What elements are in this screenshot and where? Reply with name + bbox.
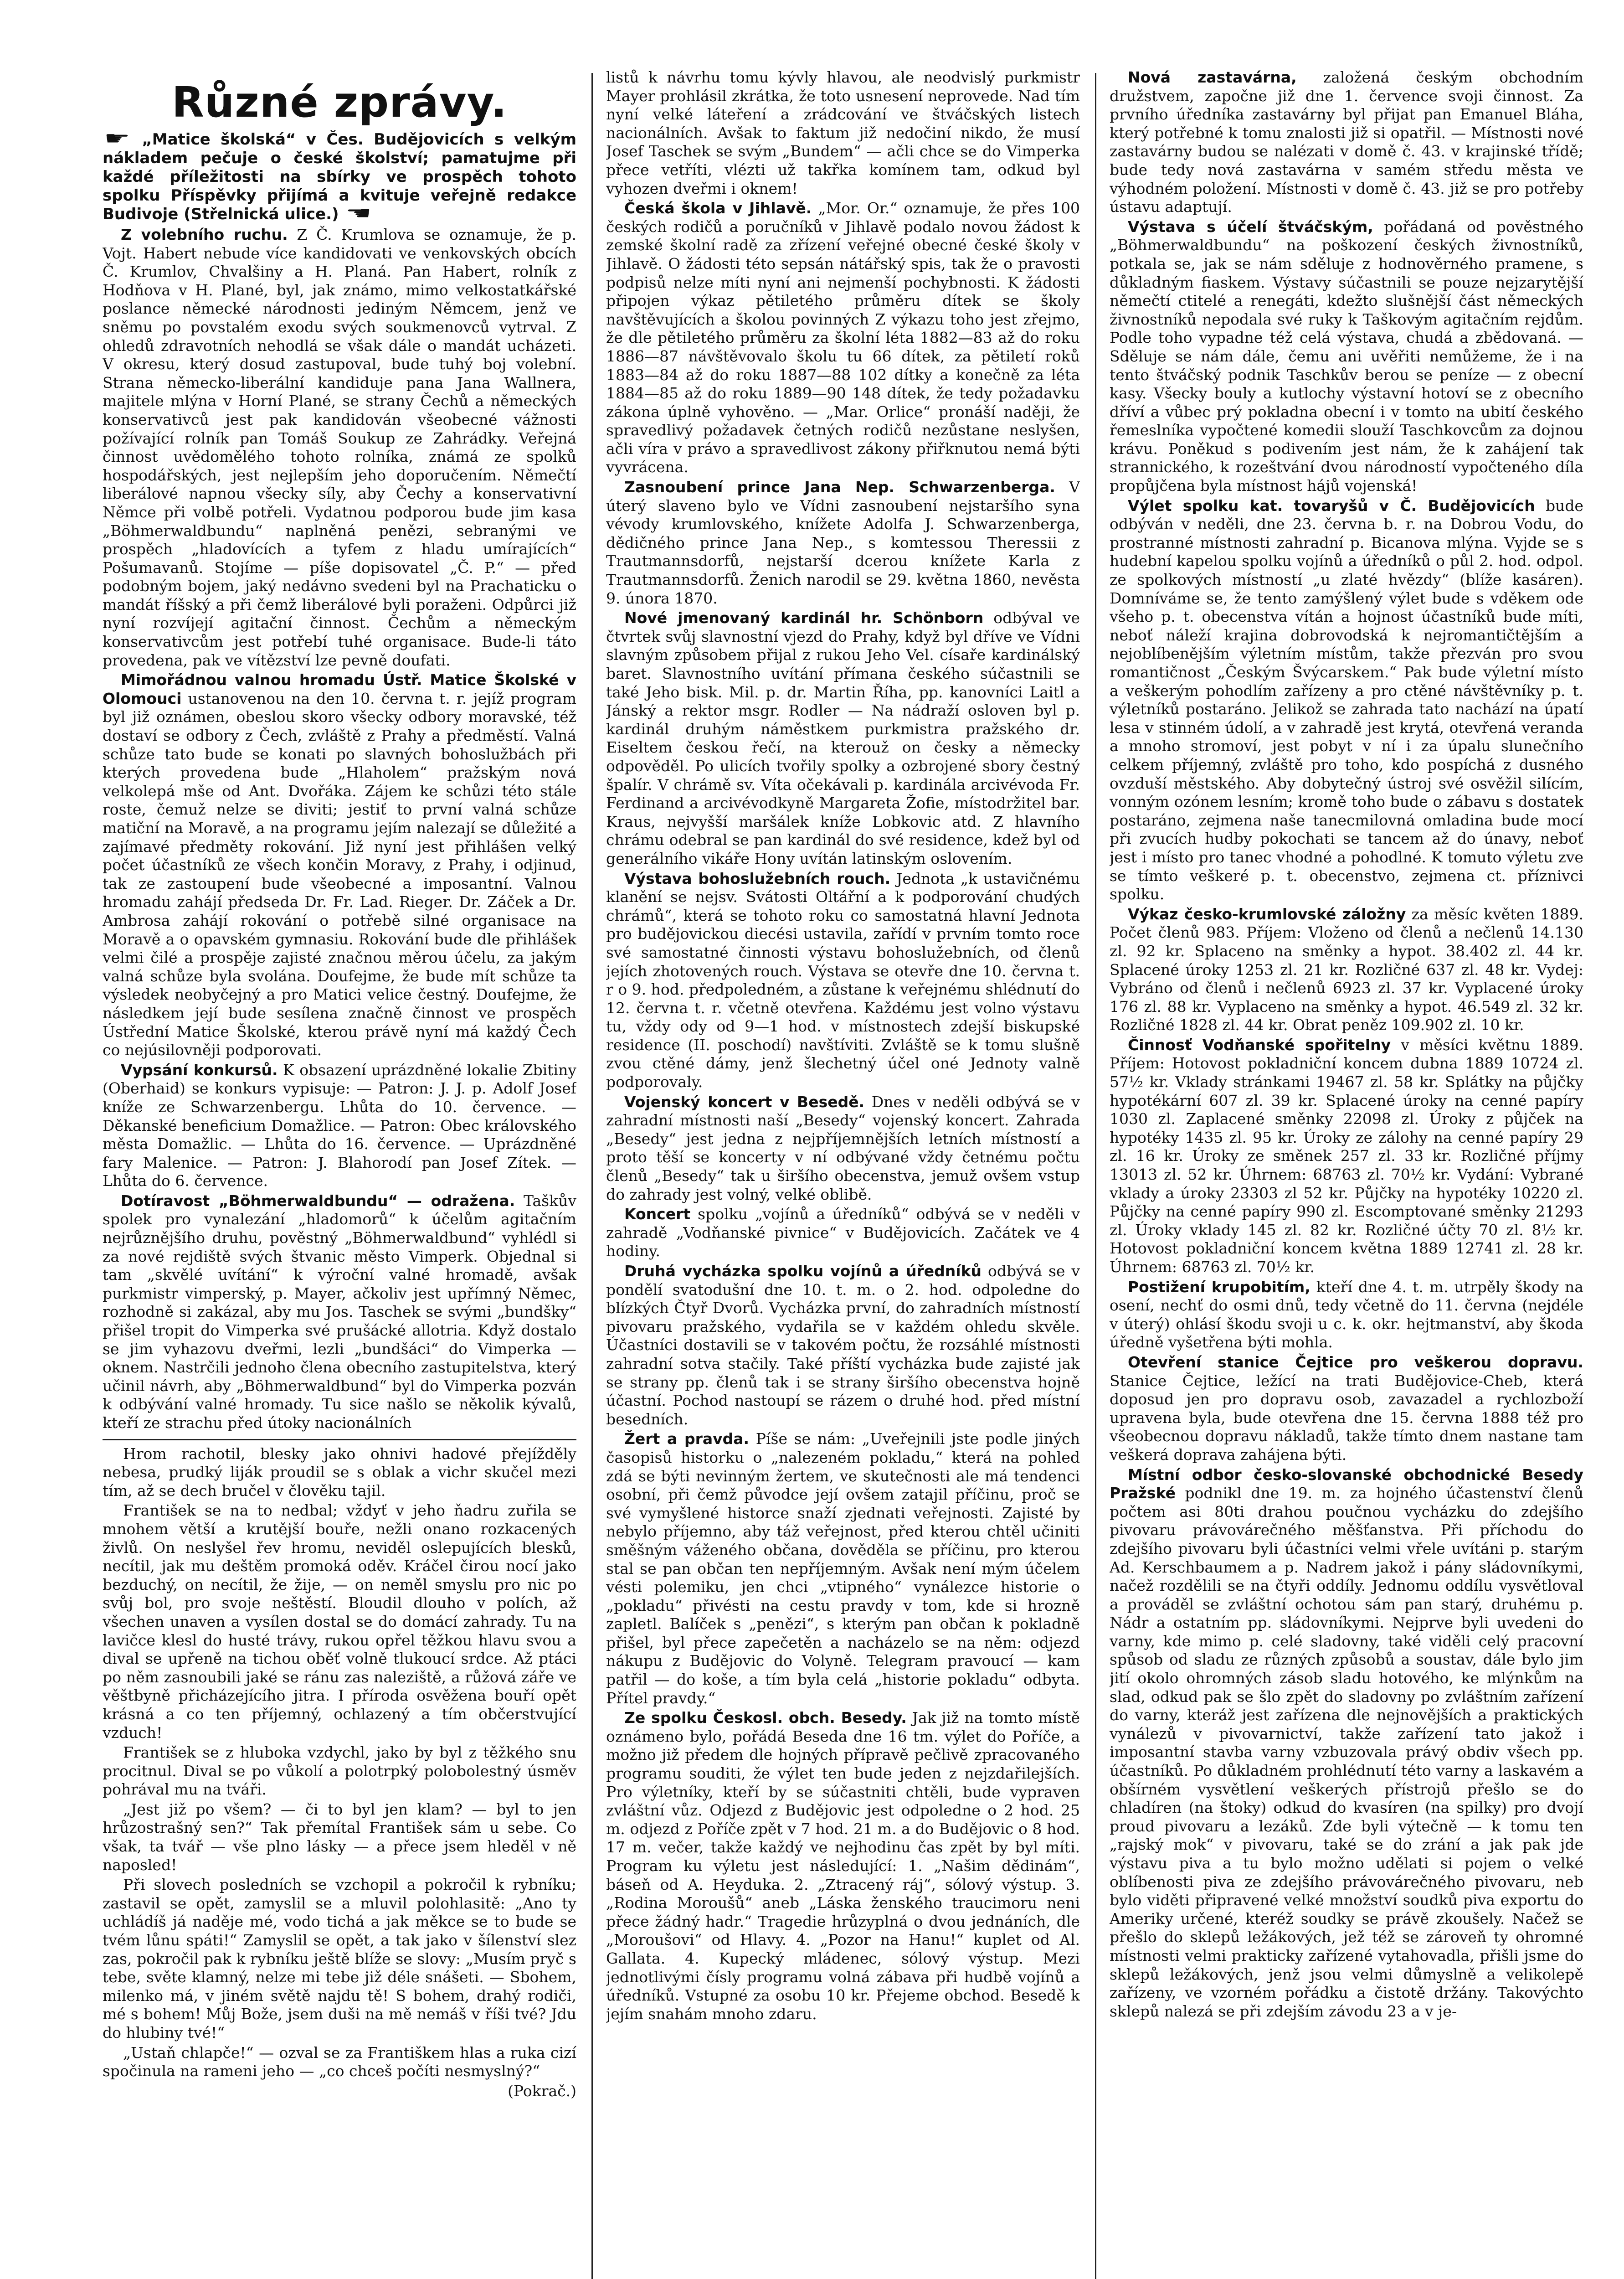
article-title: Dotíravost „Böhmerwaldbundu“ — odražena. <box>121 1191 515 1210</box>
article-body: pořádaná od pověstného „Böhmerwaldbundu“ na poškození českých živnostníků, potkala se, jak se nám sděluje z hodnověrného pramene, s důkladným fiaskem. Výstavy súčastnili se pouze nejzarytější němečtí ctitelé a renegáti, kdežto slušnější část německých živnostníků nepodala své ruky k Taškovým agitačním rejdům. Podle toho vypadne též celá výstava, chudá a zbědovaná. — Sděluje se nám dále, čemu ani uvěřiti nemůžeme, že i na tento štváčský podnik Taschkův berou se peníze — z obecní kasy. Všecky bouly a kutlochy výstavní hotoví se z obecního dříví a vůbec prý pokladna obecní i v tomto na ubití českého řemeslníka vypočtené komedii slouží Taschkovcům za dojnou krávu. Poněkud s podivením jest nám, že k zahájení tak strannického, k rozeštvání dvou národností vypočteného díla propůjčena byla místnost hájů vojenská! <box>1110 217 1583 495</box>
article-title: Druhá vycházka spolku vojínů a úředníků <box>624 1262 982 1280</box>
story-paragraph: Hrom rachotil, blesky jako ohnivi hadové přejížděly nebesa, prudký liják proudil se s oblak a vichr skučel mezi tím, až se dech bručel v člověku tajil. <box>103 1444 576 1500</box>
column-rule-1 <box>591 73 593 2279</box>
article-title: Nová zastavárna, <box>1128 68 1297 86</box>
article-body: kteří dne 4. t. m. utrpěly škody na osení, nechť do osmi dnů, tedy včetně do 11. června (nejdéle v úterý) ohlásí škodu svoji u c. k. okr. hejtmanství, aby škoda úředně vyšetřena býti mohla. <box>1110 1278 1583 1351</box>
story-paragraph: František se z hluboka vzdychl, jako by byl z těžkého snu procitnul. Dival se po vůkolí a polotrpký polobolestný úsměv pohrával mu na tváři. <box>103 1743 576 1799</box>
pointing-hand-left-icon: ☚ <box>345 203 372 224</box>
article-title: Místní odbor česko-slovanské obchodnické Besedy Pražské <box>1110 1465 1583 1502</box>
article-body: v měsíci květnu 1889. Příjem: Hotovost pokladniční koncem dubna 1889 10724 zl. 57½ kr. Vklady stránkami 19467 zl. 58 kr. Splátky na půjčky hypotékární 607 zl. 39 kr. Splacené úroky na cenné papíry 1030 zl. Zaplacené směnky 22098 zl. Úroky z půjček na hypotéky 1435 zl. 95 kr. Úroky ze zálohy na cenné papíry 29 zl. 16 kr. Úroky ze směnek 257 zl. 33 kr. Rozličné příjmy 13013 zl. 52 kr. Úhrnem: 68763 zl. 70½ kr. Vydání: Vybrané vklady a úroky 23303 zl 52 kr. Půjčky na hypotéky 10220 zl. Půjčky na cenné papíry 990 zl. Escomptované směnky 21293 zl. Úroky vklady 145 zl. 82 kr. Rozličné účty 70 zl. 8½ kr. Hotovost pokladniční koncem května 1889 12741 zl. 28 kr. Úhrnem: 68763 zl. 70½ kr. <box>1110 1036 1583 1276</box>
article-mistni-odbor <box>1110 1466 1583 2021</box>
article-dotiravost <box>103 1192 576 1433</box>
feuilleton-divider <box>103 1439 576 1440</box>
article-vodnanska <box>1110 1036 1583 1277</box>
article-title: Výstava s účelí štváčským, <box>1128 217 1373 236</box>
article-body: založená českým obchodním družstvem, započne již dne 1. července svoji činnost. Za prvního úředníka zastavárny byl přijat pan Emanuel Bláha, který potřebné k tomu znalosti již si opatřil. — Místnosti nové zastavárny budou se nalézati v domě č. 43. v krajinské třídě; bude tedy nová zastavárna v samém středu města ve výhodném položení. Místnosti v domě č. 43. již se pro potřeby ústavu adaptují. <box>1110 68 1583 216</box>
article-title: Výlet spolku kat. tovaryšů v Č. Budějovicích <box>1128 496 1535 515</box>
article-body: za měsíc květen 1889. Počet členů 983. Příjem: Vloženo od členů a nečlenů 14.130 zl. 92 kr. Splaceno na směnky a hypot. 38.402 zl. 44 kr. Splacené úroky 1253 zl. 21 kr. Rozličné 637 zl. 48 kr. Vydej: Vybráno od členů i nečlenů 6923 zl. 37 kr. Vyplacené úroky 176 zl. 88 kr. Vyplaceno na směnky a hypot. 46.549 zl. 32 kr. Rozličné 1828 zl. 44 kr. Obrat peněz 109.902 zl. 10 kr. <box>1110 905 1583 1034</box>
story-continued-note: (Pokrač.) <box>508 2082 576 2100</box>
article-body: Píše se nám: „Uveřejnili jste podle jiných časopisů historku o „nalezeném pokladu,“ která na pohled zdá se býti nevinným žertem, ve skutečnosti ale má tendenci osobní, při čemž původce její ovšem zatajil příčinu, proč se své vymyšlené historce snaží zjednati veřejnosti. Zajisté by nebylo příjemno, aby táž veřejnost, před kterou chtěl učiniti směšným váženého občana, dověděla se příčinu, pro kterou stal se pan občan ten nepříjemným. Avšak není mým účelem vésti polemiku, jen chci „vtipného“ vynálezce historie o „pokladu“ přivésti na cestu pravdy v tom, kde si hrozně zapletl. Balíček s „penězi“, s kterým pan občan k pokladně přišel, byl přece zapečetěn a nacházelo se na něm: odjezd nákupu z Budějovic do Volyně. Telegram pravoucí — kam patřil — do koše, a tím byla celá „historie pokladu“ odbyta. Přítel pravdy.“ <box>606 1430 1080 1707</box>
article-vykaz <box>1110 905 1583 1035</box>
article-title: Zasnoubení prince Jana Nep. Schwarzenberga. <box>624 478 1055 496</box>
article-title: Ze spolku Českosl. obch. Besedy. <box>624 1709 907 1727</box>
article-title: Vypsání konkursů. <box>121 1061 278 1079</box>
article-body: Jak již na tomto místě oznámeno bylo, pořádá Beseda dne 16 tm. výlet do Poříče, a možno již předem dle hojných přípravě pečlivě zpracovaného programu souditi, že výlet ten bude jeden z nejzdařilejších. Pro výletníky, kteří by se súčastniti chtěli, bude vypraven zvláštní vůz. Odjezd z Budějovic jest odpoledne o 2 hod. 25 m. odjezd z Poříče zpět v 7 hod. 21 m. a do Budějovic o 8 hod. 17 m. večer, takže každý ve nejhodinu čas zpět by byl míti. Program ku výletu jest následující: 1. „Našim dědinám“, báseň od A. Heyduka. 2. „Ztracený ráj“, sólový výstup. 3. „Rodina Moroušů“ aneb „Láska ženského traucimoru neni přece žádný hadr.“ Tragedie hrůzyplná o dvou jednáních, dle „Moroušovi“ od Hlavy. 4. „Pozor na Hanu!“ kuplet od Al. Gallata. 4. Kupecký mládenec, sólový výstup. Mezi jednotlivými čísly programu volná zábava při hudbě vojínů a úředníků. Vstupné za osobu 10 kr. Přejeme obchod. Besedě k jejím snahám mnoho zdaru. <box>606 1709 1080 2023</box>
page-headline: Různé zprávy. <box>171 78 508 127</box>
article-body: Dnes v neděli odbývá se v zahradní místnosti naší „Besedy“ vojenský koncert. Zahrada „Besedy“ jest jedna z nejpříjemnějších letních místností a proto těší se koncerty v ní odbývané vždy četnému počtu členů „Besedy“ tak u širšího obecenstva, jemuž ovšem vstup do zahrady jest volný, velké oblibě. <box>606 1093 1080 1203</box>
article-matice-olomouc <box>103 671 576 1059</box>
article-title: Mimořádnou valnou hromadu Ústř. Matice Školské v Olomouci <box>103 671 576 707</box>
matice-notice-text: „Matice školská“ v Čes. Budějovicích s velkým nákladem pečuje o české školství; pamatujme při každé příležitosti na sbírky ve prospěch tohoto spolku <box>103 130 576 205</box>
story-paragraph: František se na to nedbal; vždyť v jeho ňadru zuřila se mnohem větší a krutější bouře, nežli onano rozkacených živlů. On neslyšel řev hromu, neviděl oslepujících blesků, necítil, jak mu deštěm promoká oděv. Kráčel čirou nocí jako bezduchý, on necítil, že žije, — on neměl smyslu pro nic po svůj bol, pro svoje neštěstí. Bloudil dlouho v polích, až všechen unaven a vysílen dostal se do domácí zahrady. Tu na lavičce klesl do husté trávy, rukou opřel těžkou hlavu svou a dival se upřeně na tichou oběť volně tlukoucí srdce. Až ptáci po něm zasnoubili jaké se ránu zas naleziště, a růžová záře ve věštbyně přicházejícího jitra. I příroda osvěžena bouří opět krásná a co ten příjemný, ochlazený a tím občerstvující vzduch! <box>103 1501 576 1742</box>
article-body: podnikl dne 19. m. za hojného účastenství členů počtem asi 80ti drahou poučnou vycházku do zdejšího pivovaru právovárečného měšťanstva. Při příchodu do zdejšího pivovaru byli účastníci velmi vřele uvítáni p. starým Ad. Kerschbaumem a p. Nadrem jakož i pány sládovníkymi, načež rozdělili se na čtyři oddíly. Jednomu oddílu vysvětloval a prováděl se zvláštní ochotou sám pan starý, druhému p. Nádr a ostatním pp. sládovníkymi. Nejprve byli uvedeni do varny, kde mimo p. celé sladovny, také viděli celý pracovní spůsob od sladu ze různých způsobů a soustav, dále bylo jim jití okolo ohromných zásob sladu hotového, ke mlýnkům na slad, odkud pak se šlo zpět do sladovny po zvláštním zařízení do varny, kteráž jest zařízena dle nejnovějších a praktických vynálezů v pivovarnictví, takže zařízení tato jakož i imposantní stavba varny vzbuzovala právý obdiv všech pp. účastníků. Po důkladném prohlédnutí této varny a laskavém a obšírném vysvětlení veškerých přístrojů přešlo se do chladíren (na štoky) odkud do kvasíren (na spilky) pro dvojí proud pivovaru a lezáků. Zde byli výtečně — k tomu ten „rajský mok“ v pivovaru, také se do zrání a jak pak jde výstavu piva a tu bylo možno udělati si pojem o velké oblíbenosti piva ze zdejšího právovárečného pivovaru, neb bylo viděti připravené velké množství soudků piva exportu do Ameriky určené, kteréž soudky se právě zkoušely. Načež se přešlo do sklepů ležákových, jež též se zároveň ty ohromné místnosti velmi prakticky zařízené vytahovadla, přišli jsme do sklepů ležákových, jenž jsou velmi důmyslně a velikolepě zařízeny, ve vzorném pořádku a čistotě držány. Takovýchto sklepů nalezá se při zdejším závodu 23 a v je- <box>1110 1484 1583 2020</box>
article-body: „Mor. Or.“ oznamuje, že přes 100 českých rodičů a poručníků v Jihlavě podalo novou žádost k zemské školní radě za zřízení veřejné obecné české školy v Jihlavě. O žádosti této sepsán nátářský spis, tak že o pravosti podpisů nelze míti nyní ani nejmenší pochybnosti. K žádosti připojen výkaz pětiletého průměru dítek se školy navštěvujících a školou povinných Z výkazu toho jest zřejmo, že dle pětiletého průměru za školní léta 1882—83 až do roku 1886—87 návštěvovalo školu tu 66 dítek, za pětiletí roků 1883—84 až do roku 1887—88 102 dítky a konečně za léta 1884—85 až do roku 1889—90 148 dítek, že tedy požadavku zákona úplně vyhověno. — „Mar. Orlice“ pronáší naději, že spravedlivý požadavek četných rodičů nezůstane neslyšen, ačli víra v právo a spravedlivost zákony přiřknutou nemá býti vyvrácena. <box>606 199 1080 476</box>
article-body: K obsazení uprázdněné lokalie Zbitiny (Oberhaid) se konkurs vypisuje: — Patron: J. J. p. Adolf Josef kníže ze Schwarzenbergu. Lhůta do 10. července. — Děkanské beneficium Domažlice. — Patron: Obec královského města Domažlic. — Lhůta do 16. července. — Uprázdněné fary Malenice. — Patron: J. Blahorodí pan Josef Zítek. — Lhůta do 6. července. <box>103 1061 576 1190</box>
column-1 <box>103 68 576 2279</box>
article-body: bude odbýván v neděli, dne 23. června b. r. na Dobrou Vodu, do prostranné místnosti zahradní p. Bicanova mlýna. Vyjde se s hudební kapelou spolku vojínů a úředníků o půl 2. hod. odpol. ze spolkových místností „u zlaté hvězdy“ (blíže kasáren). Domníváme se, že tento zamýšlený výlet bude s vděkem ode všeho p. t. obecenstva vítán a hojnost účastníků bude míti, neboť náleží krajina dobrovodská k nejromantičtějším a nejoblíbenějším výletním místům, takže přezván pro svou romantičnost „Českým Švýcarskem.“ Pak bude výletní místo a veškerým pohodlím zařízeny a pro ctěné návštěvníky p. t. výletníků postaráno. Jelikož se zahrada tato nachází na úpatí lesa v stinném údolí, a v zahradě jest krytá, otevřená veranda a mnoho stromoví, jest pobyt v ní i za úpalu slunečního celkem příjemný, zvláště pro toho, kdo pospíchá z dusného ovzduší městského. Aby dobytečný ústroj své osvěžil silícím, vonným ozónem lesním; kromě toho bude o zábavu s dostatek postaráno, zejmena naše tanecmilovná omladina bude mocí při zvucích hudby pokochati se tancem až do únavy, neboť jest i místo pro tanec vhodné a pohodlné. K tomuto výletu zve se tímto veškeré p. t. obecenstvo, zejmena ct. příznivci spolku. <box>1110 496 1583 903</box>
article-stvacska-vystava <box>1110 218 1583 495</box>
article-title: Vojenský koncert v Besedě. <box>624 1093 865 1111</box>
article-title: Výkaz česko-krumlovské záložny <box>1128 905 1406 923</box>
article-vylet <box>1110 497 1583 904</box>
article-body: odbýval ve čtvrtek svůj slavnostní vjezd do Prahy, když byl dříve ve Vídni slavným způsobem přijal z rukou Jeho Vel. císaře kardinálský baret. Slavnostního uvítání přímana českého súčastnili se také Jeho bisk. Mil. p. dr. Martin Říha, pp. kanovníci Laitl a Jánský a rektor msgr. Rodler — Na nádraží osloven byl p. kardinál druhým náměstkem purkmistra pražského dr. Eiseltem českou řečí, na kterouž on česky a německy odpověděl. Po ulicích tvořily spolky a ozbrojené sbory čestný špalír. V chrámě sv. Víta očekávali p. kardinála arcivévoda Fr. Ferdinand a arcivévodkyně Margareta Žofie, místodržitel bar. Kraus, nejvyšší maršálek kníže Lobkovic atd. Z hlavního chrámu odebral se pan kardinál do své residence, kdež byl od generálního vikáře Hony uvítán latinským oslovením. <box>606 609 1080 867</box>
article-body: Z Č. Krumlova se oznamuje, že p. Vojt. Habert nebude více kandidovati ve venkovských obcích Č. Krumlov, Chvalšiny a H. Planá. Pan Habert, rolník z Hodňova v H. Plané, byl, jak známo, mimo velkostatkářské poslance německé národnosti jediným Němcem, jenž ve sněmu po povstalém exodu svých soukmenovců vytrval. Z ohledů zdravotních nehodlá se však dále o mandát ucházeti. V okresu, který dosud zastupoval, bude tuhý boj volební. Strana německo-liberální kandiduje pana Jana Wallnera, majitele mlýna v Horní Plané, se strany Čechů a německých konservativců jest pak kandidován všeobecné vážnosti požívající rolník pan Tomáš Soukup ze Zahrádky. Veřejná činnost uvědomělého tohoto rolníka, známá ze spolků hospodářských, jest nejlepším jeho doporučením. Němečtí liberálové napnou všecky síly, aby Čechy a konservativní Němce při volbě potřeli. Vydatnou podporou bude jim kasa „Böhmerwaldbundu“ naplněná penězi, sebranými ve prospěch „hladovících a tyfem z hladu umírajících“ Pošumavanů. Stojíme — píše dopisovatel „Č. P.“ — před podobným bojem, jaký nedávno svedeni byl na Prachaticku o mandát říšský a při čemž liberálové byli poraženi. Odpůrci již nyní rozvíjejí agitační činnost. Čechům a německým konservativcům jest potřebí tuhé organisace. Bude-li táto provedena, pak ve vítězství lze pevně doufati. <box>103 226 576 669</box>
article-vychazka <box>606 1262 1080 1428</box>
article-title: Koncert <box>624 1205 691 1223</box>
feuilleton-story <box>103 1445 576 2101</box>
article-body: Stanice Čejtice, ležící na trati Budějovice-Cheb, která doposud jen pro dopravu osob, zavazadel a rychlozboží upravena byla, bude otevřena dne 15. června 1888 též pro všeobecnou dopravu nákladů, takže tímto dnem nastane tam veškerá doprava zahájena býti. <box>1110 1372 1583 1464</box>
matice-notice <box>103 130 576 224</box>
article-vystava <box>606 870 1080 1092</box>
article-title: Výstava bohoslužebních rouch. <box>624 869 891 887</box>
article-body: Jednota „k ustavičnému klanění se nejsv. Svátosti Oltářní a k podporování chudých chrámů“, která se tohoto roku co samostatná hlavní Jednota pro budějovickou diecési ustavila, zařídí v prvním tomto roce své samostatné činnosti výstavu bohoslužebních, od členů jejích zhotovených rouch. Výstava se otevře dne 10. června t. r o 9. hod. předpoledném, a zůstane k veřejnému shlédnutí do 12. června t. r. včetně otevřena. Každému jest volno výstavu tu, vždy ody od 9—1 hod. v místnostech zdejší biskupské residence (II. poschodí) navštíviti. Zvláště se k tomu slušně zvou ctěné dámy, jenž šlechetný účel oné Jednoty valně podporovaly. <box>606 869 1080 1091</box>
article-krupobiti <box>1110 1278 1583 1352</box>
story-paragraph: „Jest již po všem? — či to byl jen klam? — byl to jen hrůzostrašný sen?“ Tak přemítal František sám u sebe. Co však, ta tvář — vše plno lásky — a přece jsem hleděl v ně naposled! <box>103 1800 576 1874</box>
column-2 <box>606 68 1080 2279</box>
article-title: Činnosť Vodňanské spořitelny <box>1128 1036 1391 1054</box>
article-title: Otevření stanice Čejtice pro veškerou dopravu. <box>1128 1353 1583 1371</box>
story-paragraph: Při slovech posledních se vzchopil a pokročil k rybníku; zastavil se opět, zamyslil se a mluvil polohlasitě: „Ano ty uchládíš já naděje mé, vodo tichá a jak měkce se to bude se tvém lůnu spáti!“ Zamyslil se opět, a tak jako v šílenství slez zas, pokročil pak k rybníku ještě blíže se slovy: „Musím pryč s tebe, světe klamný, nelze mi tebe již déle snášeti. — Sbohem, milenko má, v jiném světě najdu tě! S bohem, drahý rodiči, mé s bohem! Můj Bože, jsem duši na mě nemáš v říši tvé? Jdu do hlubiny tvé!“ <box>103 1876 576 2042</box>
article-title: Postižení krupobitím, <box>1128 1278 1311 1296</box>
article-volebni-ruch <box>103 226 576 670</box>
pointing-hand-right-icon: ☛ <box>104 128 130 149</box>
article-body: spolku „vojínů a úředníků“ odbývá se v neděli v zahradě „Vodňanské pivnice“ v Budějovicích. Začátek ve 4 hodiny. <box>606 1205 1080 1260</box>
article-continuation: listů k návrhu tomu kývly hlavou, ale neodvislý purkmistr Mayer prohlásil zkrátka, že toto usnesení neprovede. Nad tím nyní velké láteření a zrádcování ve štváčských listech nacionálních. Avšak to faktum již nedočiní nikdo, že musí Josef Taschek se svým „Bundem“ — ačli chce se do Vimperka přece vetříti, vlézti už takřka komínem tam, odkud byl vyhozen dveřmi i oknem! <box>606 68 1080 197</box>
article-vojensky-koncert <box>606 1093 1080 1204</box>
column-rule-2 <box>1095 73 1096 2279</box>
article-jihlava <box>606 199 1080 477</box>
article-koncert <box>606 1205 1080 1261</box>
article-zasnubeni <box>606 478 1080 608</box>
article-body: ustanovenou na den 10. června t. r. jejíž program byl již oznámen, obeslou skoro všecky odbory moravské, též dostaví se odbory z Čech, zvláště z Prahy a předměstí. Valná schůze tato bude se konati po slavných bohoslužbách při kterých provedena bude „Hlaholem“ pražským nová velkolepá mše od Ant. Dvořáka. Zájem ke schůzi této stále roste, čemuž nelze se diviti; jestiť to první valná schůze matiční na Moravě, a na programu jejím nalezají se důležité a zajímavé předměty rokování. Již nyní jest přihlášen velký počet účastníků ze všech končin Moravy, z Prahy, i odjinud, tak ze zastoupení bude všeobecné a imposantní. Valnou hromadu zahájí předseda Dr. Fr. Lad. Rieger. Dr. Záček a Dr. Ambrosa zahájí rokování o potřebě silné organisace na Moravě a o opavském gymnasiu. Rokování bude dle přihlášek velmi čilé a prospěje zajisté značnou měrou účelu, za jakým valná schůze byla svolána. Doufejme, že bude mít schůze ta výsledek neobyčejný a pro Matici velice čestný. Doufejme, že následkem její bude sesílena značně činnost ve prospěch Ústřední Matice Školské, kterou právě nyní má každý Čech co nejúsilovněji podporovati. <box>103 689 576 1059</box>
article-cejtice <box>1110 1353 1583 1464</box>
article-title: Z volebního ruchu. <box>121 226 288 243</box>
matice-notice-text-2: Příspěvky přijímá a kvituje veřejně redakce Budivoje (Střelnická ulice.) <box>103 186 576 223</box>
article-ceskosl-beseda <box>606 1709 1080 2023</box>
article-konkurs <box>103 1061 576 1191</box>
article-kardinal <box>606 609 1080 868</box>
story-paragraph: „Ustaň chlapče!“ — ozval se za Františkem hlas a ruka cizí spočinula na rameni jeho — „co chceš počíti nesmyslný?“ <box>103 2043 576 2080</box>
article-zert <box>606 1430 1080 1707</box>
article-title: Česká škola v Jihlavě. <box>624 199 812 217</box>
article-body: odbývá se v pondělí svatodušní dne 10. t. m. o 2. hod. odpoledne do blízkých Čtyř Dvorů. Vycházka první, do zahradních místností pivovaru pražského, vydařila se v každém ohledu skvěle. Účastníci dostavili se v takovém počtu, že rozsáhlé místnosti zahradní sotva stačily. Také příští vycházka bude zajisté jak se strany pp. členů tak i se strany širšího obecenstva hojně účastní. Pochod nastoupí se rázem o druhé hod. před místní besedních. <box>606 1262 1080 1428</box>
column-3 <box>1110 68 1583 2279</box>
article-zastavarna <box>1110 68 1583 217</box>
article-title: Nové jmenovaný kardinál hr. Schönborn <box>624 609 984 627</box>
article-body: V úterý slaveno bylo ve Vídni zasnoubení nejstaršího syna vévody krumlovského, knížete Adolfa J. Schwarzenberga, dědičného prince Jana Nep., s komtessou Theressii z Trautmannsdorfů, nejstarší dcerou knížete Karla z Trautmannsdorfů. Ženich narodil se 29. května 1860, nevěsta 9. února 1870. <box>606 478 1080 607</box>
article-body: Taškův spolek pro vynalezání „hladomorů“ k účelům agitačním nejrůznějšího druhu, pověstný „Böhmerwaldbund“ vyhlédl si za nové rejdiště svých štvanic město Vimperk. Objednal si tam „skvělé uvítání“ k výroční valné hromadě, avšak purkmistr vimperský, p. Mayer, ačkoliv jest upřímný Němec, rozhodně si zakázal, aby mu Jos. Taschek se svými „bundšky“ přišel tropit do Vimperka své prušácké allotria. Když dostalo se jim vyhazovu dveřmi, lezli „bundšáci“ do Vimperka — oknem. Nastrčili jednoho člena obecního zastupitelstva, který učinil návrh, aby „Böhmerwaldbund“ byl do Vimperka pozván k odbývání valné hromady. Tu sice našlo se několik kývalů, kteří ze strachu před útoky nacionálních <box>103 1191 576 1432</box>
article-title: Žert a pravda. <box>624 1430 750 1448</box>
